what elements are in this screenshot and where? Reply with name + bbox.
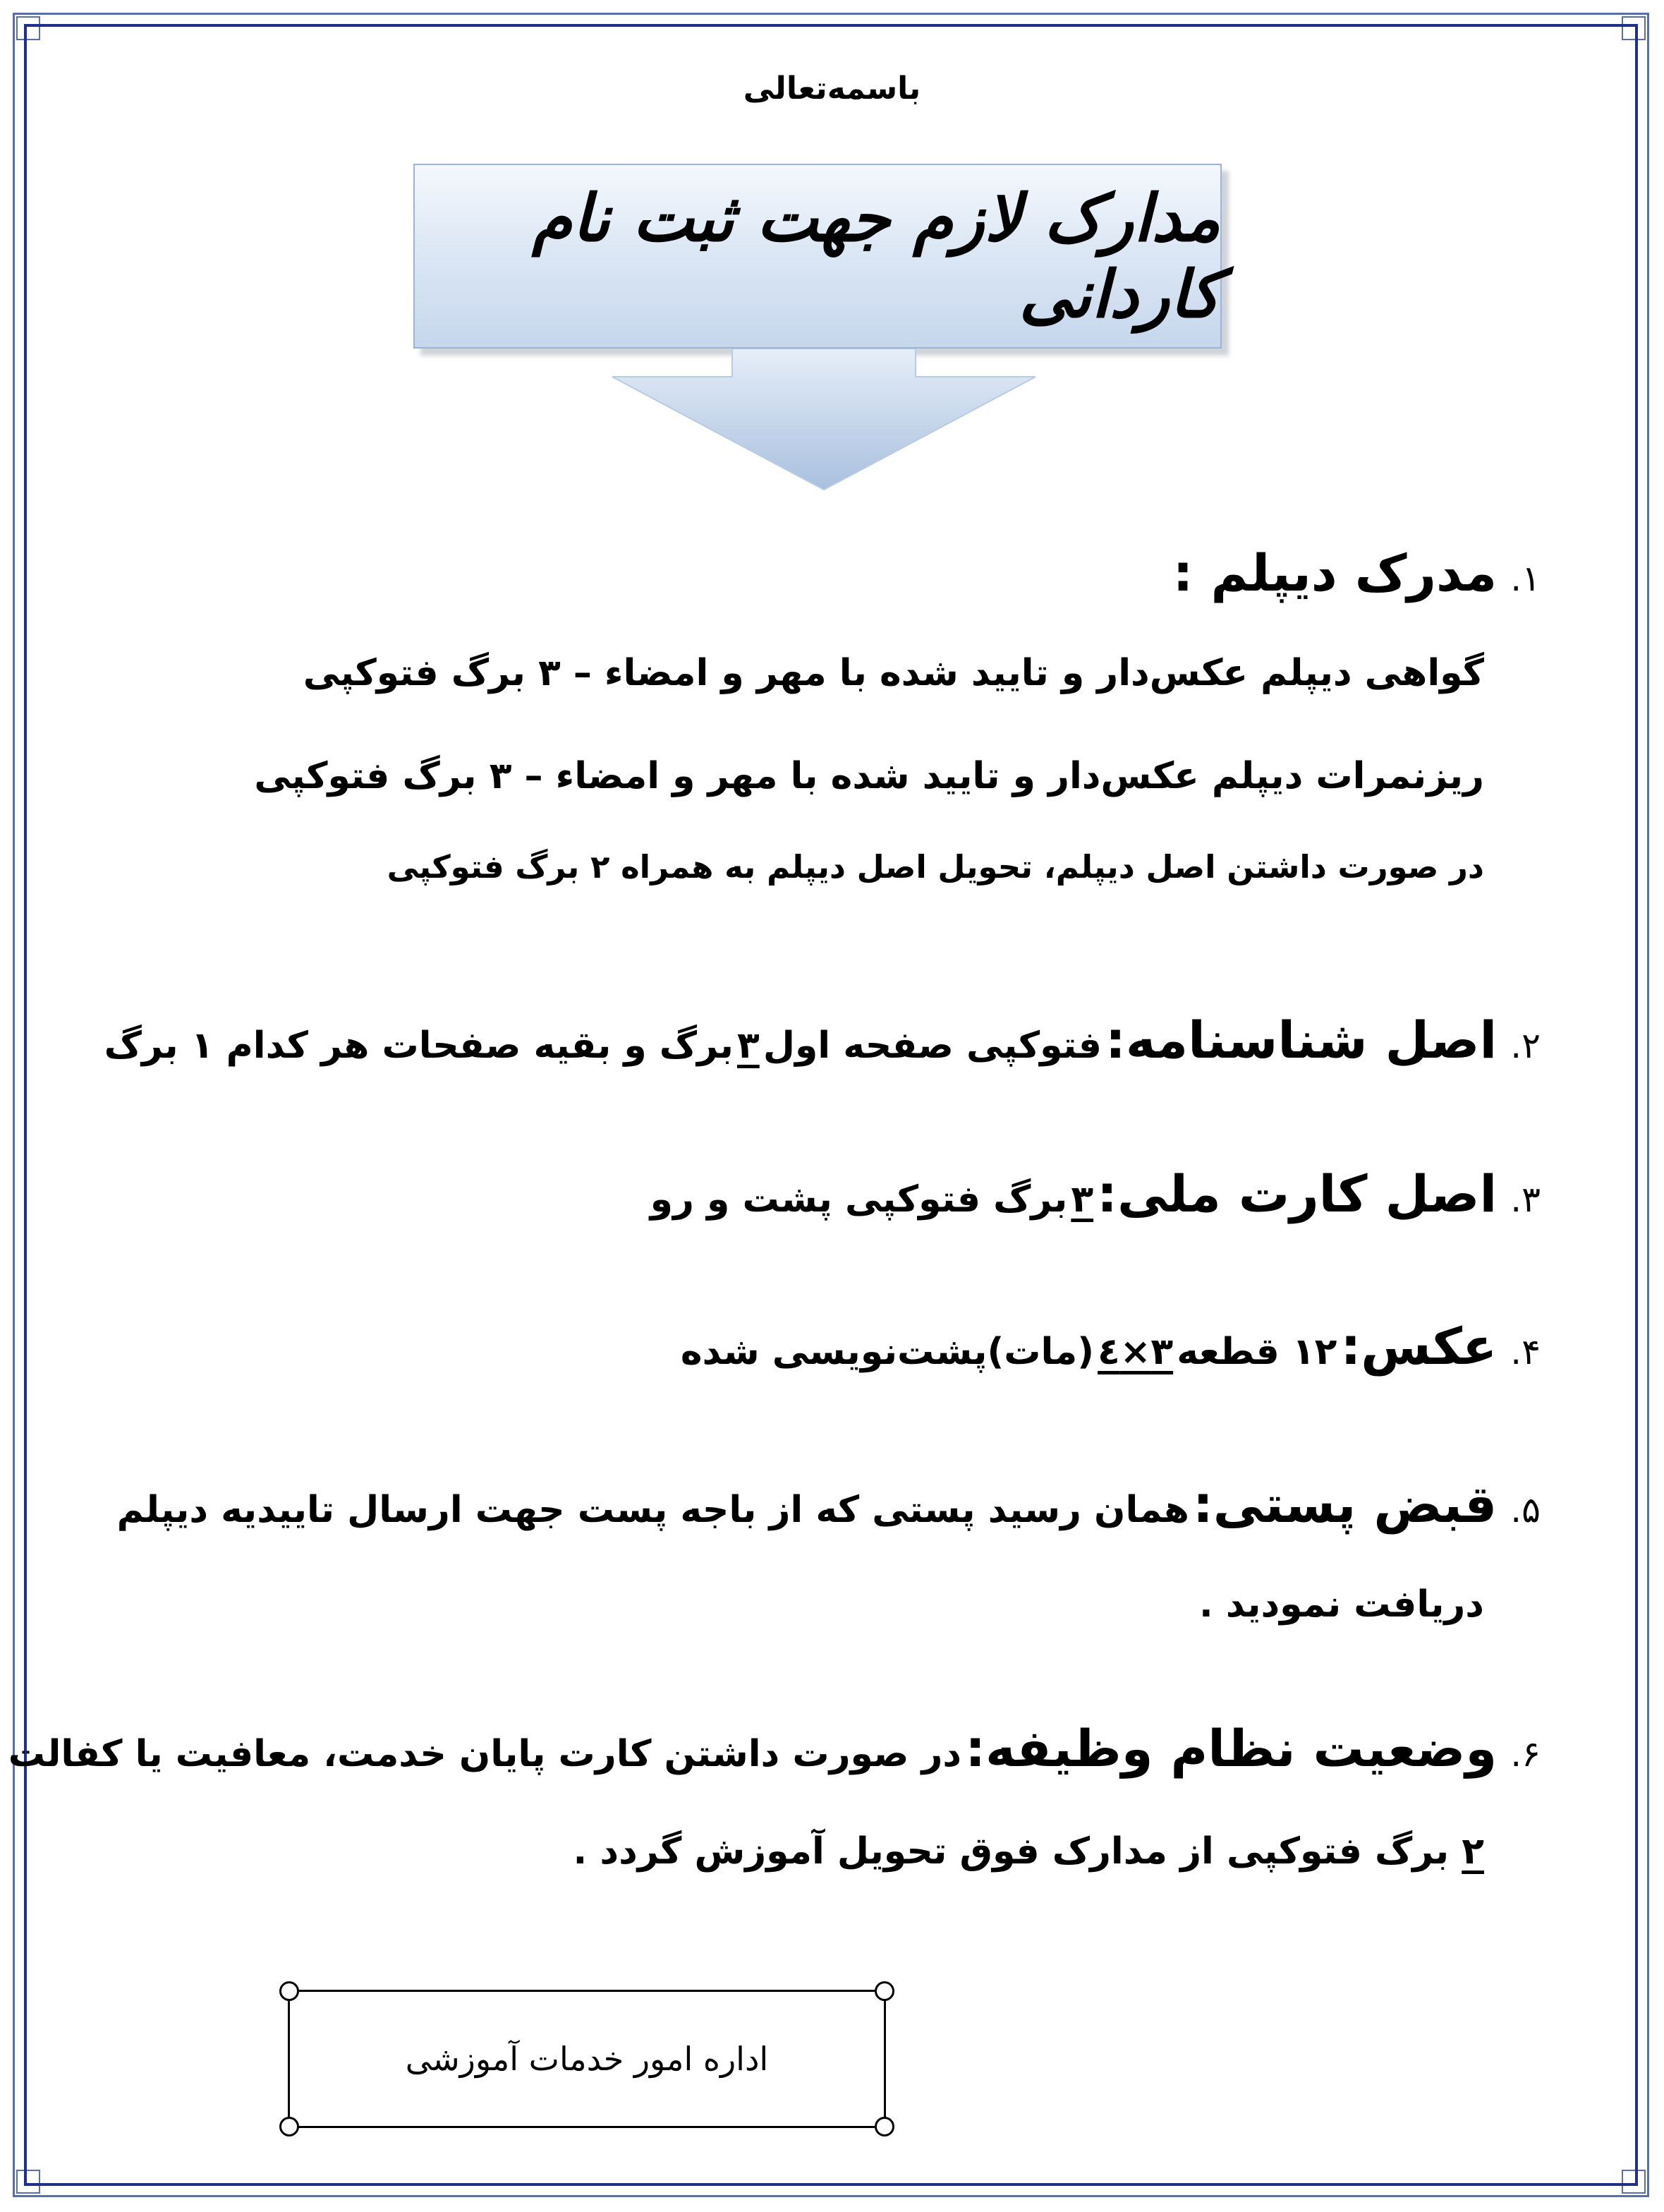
item-label: اصل کارت ملی: xyxy=(1097,1164,1498,1223)
item-number: ۲. xyxy=(1510,1025,1541,1066)
diploma-line-1: گواهی دیپلم عکس‌دار و تایید شده با مهر و امضاء – ۳ برگ فتوکپی xyxy=(303,652,1484,694)
military-status-continuation xyxy=(573,1830,1484,1873)
item-photo xyxy=(681,1317,1541,1376)
item-text: برگ فتوکپی پشت و رو xyxy=(650,1178,1068,1221)
item-birth-certificate xyxy=(104,1010,1541,1070)
photo-size: ۳×٤ xyxy=(1098,1331,1174,1373)
item-label: قبض پستی: xyxy=(1192,1475,1498,1534)
title-banner xyxy=(413,164,1222,349)
office-signature: اداره امور خدمات آموزشی xyxy=(405,2040,769,2078)
item-text: برگ و بقیه صفحات هر کدام ۱ برگ xyxy=(104,1025,734,1067)
diploma-line-3: در صورت داشتن اصل دیپلم، تحویل اصل دیپلم به همراه ۲ برگ فتوکپی xyxy=(387,848,1484,886)
diploma-line-2: ریزنمرات دیپلم عکس‌دار و تایید شده با مهر و امضاء – ۳ برگ فتوکپی xyxy=(254,755,1484,797)
top-heading: باسمه‌تعالی xyxy=(743,71,921,107)
item-diploma xyxy=(1173,543,1541,603)
item-label: اصل شناسنامه: xyxy=(1105,1010,1498,1070)
item-text: در صورت داشتن کارت پایان خدمت، معافیت یا کفالت xyxy=(8,1733,962,1775)
box-corner xyxy=(279,2117,299,2137)
item-national-card xyxy=(650,1164,1541,1223)
item-number: ۳. xyxy=(1510,1179,1541,1220)
box-corner xyxy=(279,1981,299,2001)
signature-box xyxy=(288,1990,886,2128)
page-title: مدارک لازم جهت ثبت نام کاردانی xyxy=(532,180,1220,332)
item-number: ۵. xyxy=(1510,1489,1541,1530)
item-text: (مات)پشت‌نویسی شده xyxy=(680,1331,1094,1373)
item-label: عکس: xyxy=(1340,1317,1498,1376)
item-count: ۳ xyxy=(736,1025,760,1067)
item-text: همان رسید پستی که از باجه پست جهت ارسال تاییدیه دیپلم xyxy=(116,1489,1189,1531)
down-arrow-icon xyxy=(612,349,1036,493)
box-corner xyxy=(875,2117,894,2137)
item-count: ۲ xyxy=(1462,1830,1484,1873)
item-military-status xyxy=(8,1719,1541,1778)
item-count: ۳ xyxy=(1071,1178,1094,1221)
item-text: ۱۲ قطعه xyxy=(1177,1331,1337,1373)
item-text: فتوکپی صفحه اول xyxy=(763,1025,1102,1067)
item-label: مدرک دیپلم : xyxy=(1172,543,1498,603)
postal-receipt-continuation: دریافت نمودید . xyxy=(1199,1583,1484,1626)
item-number: ۴. xyxy=(1510,1331,1541,1372)
box-corner xyxy=(875,1981,894,2001)
item-number: ۱. xyxy=(1510,558,1541,599)
item-label: وضعیت نظام وظیفه: xyxy=(965,1719,1498,1778)
item-number: ۶. xyxy=(1510,1734,1541,1775)
item-postal-receipt xyxy=(117,1475,1541,1534)
item-text: برگ فتوکپی از مدارک فوق تحویل آموزش گردد . xyxy=(573,1830,1450,1873)
